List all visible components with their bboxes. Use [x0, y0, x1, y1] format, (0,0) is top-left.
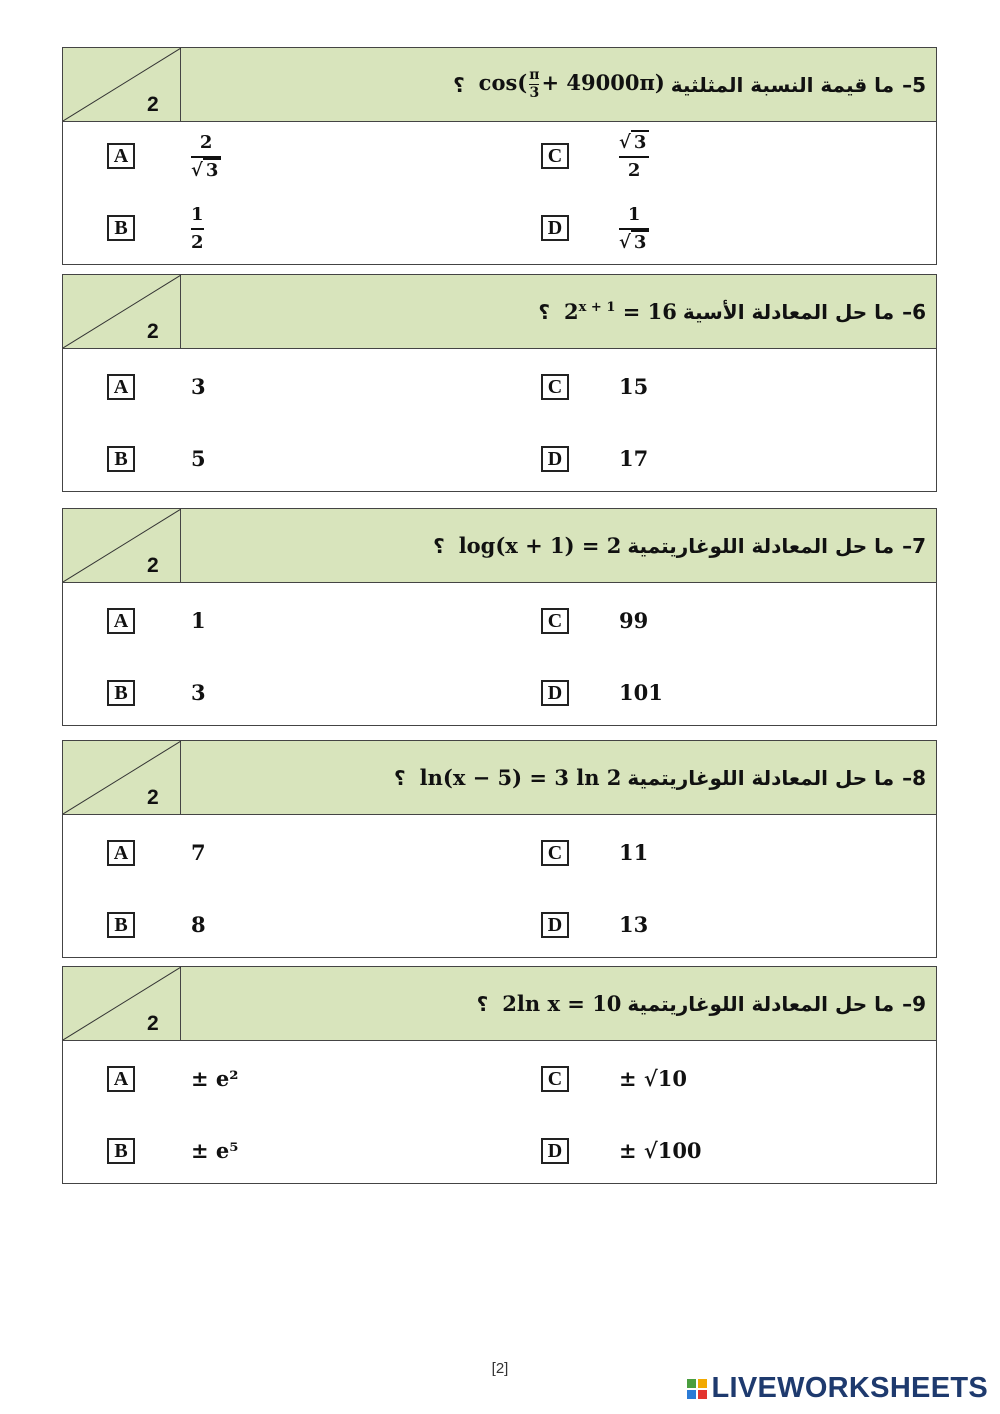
option-letter[interactable]: A	[107, 143, 135, 169]
option-value: 7	[191, 840, 206, 865]
dash: –	[902, 299, 913, 324]
question-formula: $2^{x + 1} = 16$	[564, 299, 677, 324]
option-letter[interactable]: A	[107, 374, 135, 400]
points-value: 2	[147, 320, 159, 343]
option-letter[interactable]: B	[107, 912, 135, 938]
points-value: 2	[147, 554, 159, 577]
option-letter[interactable]: C	[541, 608, 569, 634]
question-number: 5	[912, 72, 926, 97]
dash: –	[902, 72, 913, 97]
question-text	[467, 967, 926, 1040]
option-letter[interactable]: D	[541, 1138, 569, 1164]
option-letter[interactable]: B	[107, 215, 135, 241]
question-number: 8	[912, 765, 926, 790]
question-mark: ؟	[538, 299, 551, 324]
points-cell	[63, 509, 181, 582]
logo-square	[687, 1379, 696, 1388]
option-a[interactable]	[107, 603, 487, 643]
question-mark: ؟	[394, 765, 406, 790]
question-label: ما حل المعادلة الأسية	[682, 299, 895, 324]
logo-square	[698, 1379, 707, 1388]
option-value: 1	[191, 608, 206, 633]
diagonal-divider	[63, 509, 181, 582]
option-a[interactable]	[107, 835, 487, 875]
option-c[interactable]	[541, 835, 921, 875]
option-value: 99	[619, 608, 649, 633]
answer-options	[63, 583, 936, 725]
option-value: 17	[619, 446, 649, 471]
question-mark: ؟	[433, 533, 445, 558]
points-cell	[63, 48, 181, 121]
question-text	[528, 275, 926, 348]
brand-name: LIVEWORKSHEETS	[711, 1372, 988, 1404]
option-value: ± e⁵	[191, 1138, 239, 1163]
option-letter[interactable]: C	[541, 143, 569, 169]
option-letter[interactable]: B	[107, 1138, 135, 1164]
question-formula: cos( $\frac{\pi}{3}$ + 49000π)	[478, 67, 665, 101]
diagonal-divider	[63, 48, 181, 121]
option-letter[interactable]: A	[107, 840, 135, 866]
points-value: 2	[147, 786, 159, 809]
logo-square	[687, 1390, 696, 1399]
option-value: 13	[619, 912, 649, 937]
answer-options	[63, 815, 936, 957]
question-7	[62, 508, 937, 726]
option-c[interactable]	[541, 1061, 921, 1101]
option-d[interactable]	[541, 907, 921, 947]
question-text	[384, 741, 926, 814]
option-value: 3	[191, 374, 206, 399]
dash: –	[902, 765, 913, 790]
question-number: 9	[912, 991, 926, 1016]
question-8	[62, 740, 937, 958]
diagonal-divider	[63, 275, 181, 348]
option-value: 15	[619, 374, 649, 399]
option-d[interactable]	[541, 1133, 921, 1173]
question-label: ما حل المعادلة اللوغاريتمية	[627, 765, 895, 790]
points-cell	[63, 275, 181, 348]
question-number: 6	[912, 299, 926, 324]
diagonal-divider	[63, 741, 181, 814]
option-value: $\frac{2}{√ 3}$	[191, 132, 221, 182]
points-value: 2	[147, 93, 159, 116]
option-letter[interactable]: D	[541, 912, 569, 938]
question-5	[62, 47, 937, 265]
question-formula: 2ln x = 10	[502, 991, 622, 1016]
dash: –	[902, 991, 913, 1016]
option-letter[interactable]: C	[541, 840, 569, 866]
option-d[interactable]	[541, 675, 921, 715]
question-label: ما قيمة النسبة المثلثية	[670, 72, 895, 97]
option-value: 8	[191, 912, 206, 937]
option-a[interactable]	[107, 132, 487, 181]
option-value: $\frac{√ 3}{2}$	[619, 132, 649, 182]
question-header	[63, 741, 936, 815]
points-cell	[63, 741, 181, 814]
option-letter[interactable]: A	[107, 608, 135, 634]
question-header	[63, 275, 936, 349]
option-a[interactable]	[107, 369, 487, 409]
question-mark: ؟	[476, 991, 489, 1016]
option-b[interactable]	[107, 1133, 487, 1173]
question-text	[423, 509, 926, 582]
option-letter[interactable]: B	[107, 680, 135, 706]
question-formula: ln(x − 5) = 3 ln 2	[419, 765, 622, 790]
option-d[interactable]	[541, 441, 921, 481]
option-letter[interactable]: A	[107, 1066, 135, 1092]
option-value: ± √100	[619, 1138, 702, 1163]
answer-options	[63, 349, 936, 491]
question-header	[63, 509, 936, 583]
option-letter[interactable]: D	[541, 680, 569, 706]
option-value: ± e²	[191, 1066, 239, 1091]
option-b[interactable]	[107, 907, 487, 947]
option-value: 3	[191, 680, 206, 705]
option-c[interactable]	[541, 369, 921, 409]
points-cell	[63, 967, 181, 1040]
dash: –	[902, 533, 913, 558]
question-label: ما حل المعادلة اللوغاريتمية	[627, 991, 895, 1016]
option-value: $\frac{1}{√ 3}$	[619, 204, 649, 254]
option-letter[interactable]: C	[541, 374, 569, 400]
page-number: [2]	[491, 1360, 509, 1377]
option-b[interactable]	[107, 204, 487, 253]
liveworksheets-logo-icon	[687, 1379, 707, 1399]
option-b[interactable]	[107, 441, 487, 481]
option-a[interactable]	[107, 1061, 487, 1101]
question-6	[62, 274, 937, 492]
question-label: ما حل المعادلة اللوغاريتمية	[627, 533, 895, 558]
answer-options	[63, 1041, 936, 1183]
option-letter[interactable]: B	[107, 446, 135, 472]
option-d[interactable]	[541, 204, 921, 253]
option-b[interactable]	[107, 675, 487, 715]
question-header	[63, 48, 936, 122]
question-formula: log(x + 1) = 2	[458, 533, 622, 558]
question-text	[443, 48, 926, 121]
option-letter[interactable]: C	[541, 1066, 569, 1092]
question-9	[62, 966, 937, 1184]
option-letter[interactable]: D	[541, 446, 569, 472]
question-mark: ؟	[453, 72, 465, 97]
points-value: 2	[147, 1012, 159, 1035]
brand-logo[interactable]	[687, 1372, 989, 1405]
logo-square	[698, 1390, 707, 1399]
option-value: ± √10	[619, 1066, 687, 1091]
option-value: 5	[191, 446, 206, 471]
option-value: $\frac{1}{2}$	[191, 204, 204, 253]
answer-options	[63, 122, 936, 264]
question-number: 7	[912, 533, 926, 558]
option-c[interactable]	[541, 603, 921, 643]
option-letter[interactable]: D	[541, 215, 569, 241]
diagonal-divider	[63, 967, 181, 1040]
option-value: 101	[619, 680, 663, 705]
question-header	[63, 967, 936, 1041]
option-value: 11	[619, 840, 649, 865]
option-c[interactable]	[541, 132, 921, 181]
